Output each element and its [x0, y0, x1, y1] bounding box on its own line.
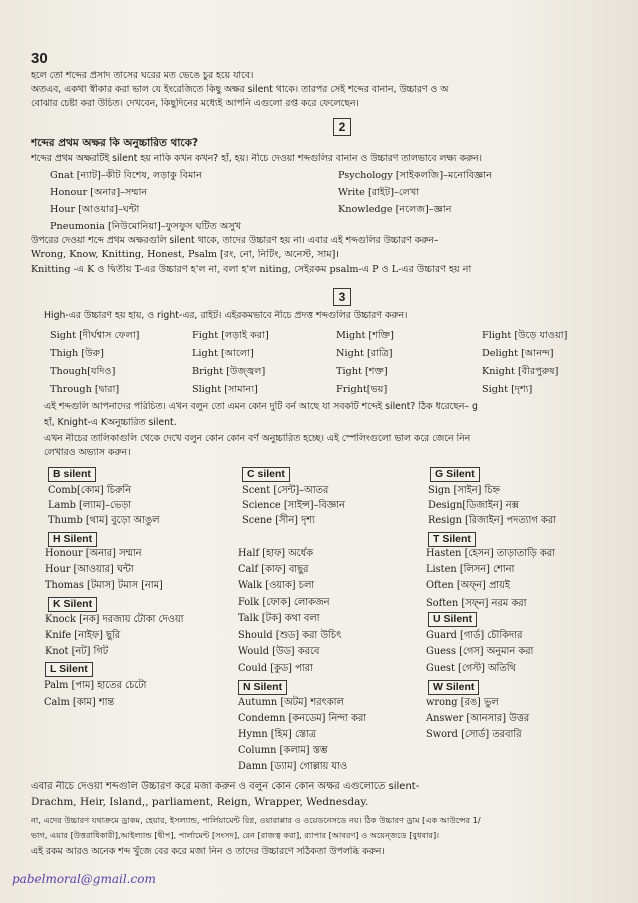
u-silent-header: U Silent [428, 612, 477, 627]
grid-word: Thigh [উরু] [50, 348, 104, 359]
list-item: Calf [কাফ] বাছুর [238, 564, 309, 575]
grid-word: Sight [দীর্ঘশ্বাস ফেলা] [50, 330, 140, 341]
list-item: Damn [ড্যাম] গোল্লায় যাও [238, 761, 348, 772]
word-entry: Honour [অনার]–সম্মান [50, 187, 148, 198]
closing-words: Drachm, Heir, Island,, parliament, Reign, Wrapper, Wednesday. [31, 796, 369, 808]
word-entry: Psychology [সাইকলজি]–মনোবিজ্ঞান [338, 170, 492, 181]
section2-note: Knitting -এ K ও দ্বিতীয় T-এর উচ্চারণ হ'ল না, বলা হ'ল niting, সেইরকম psalm-এ P ও L-এর উচ্চারণ হয় না [31, 264, 472, 275]
grid-word: Might [শক্তি] [336, 330, 394, 341]
word-entry: Pneumonia [নিউমোনিয়া]–ফুসফুস ঘটিত অসুখ [50, 221, 242, 232]
n-silent-header: N Silent [238, 680, 287, 695]
page-number: 30 [31, 50, 48, 67]
list-item: Soften [সফ্‌ন] নরম করা [426, 598, 527, 609]
grid-word: Flight [উড়ে যাওয়া] [482, 330, 568, 341]
k-silent-header: K Silent [48, 597, 97, 612]
section3-note: হাঁ, Knight-এ Kঅনুচ্চারিত silent. [44, 417, 177, 428]
list-item: Would [উড] করবে [238, 646, 320, 657]
l-silent-header: L Silent [45, 662, 93, 677]
section-number-3: 3 [333, 288, 351, 306]
section-number-2: 2 [333, 118, 351, 136]
grid-word: Through [দ্বারা] [50, 384, 120, 395]
list-item: Answer [আনসার] উত্তর [426, 713, 530, 724]
list-item: Hasten [হেসন] তাড়াতাড়ি করা [426, 548, 555, 559]
w-silent-header: W Silent [428, 680, 479, 695]
t-silent-header: T Silent [428, 532, 476, 547]
list-item: Talk [টক] কথা বলা [238, 613, 320, 624]
list-item: Palm [পাম] হাতের চেটো [44, 680, 147, 691]
footer-email: pabelmoral@gmail.com [12, 872, 156, 886]
list-item: Could [কুড] পারা [238, 663, 313, 674]
list-item: Lamb [ল্যাম]–ভেড়া [48, 500, 132, 511]
list-item: Sign [সাইন] চিহ্ন [428, 485, 500, 496]
list-item: wrong [রঙ] ভুল [426, 697, 499, 708]
grid-word: Tight [শক্ত] [336, 366, 388, 377]
closing-line: ভাগ, এয়ার [উত্তরাধিকারী],আইল্যান্ড [দ্বীপ], পার্লামেন্ট [সংসদ], রেন [রাজত্ব করা], র‍্যাপার [আবরণ] ও অয়েন্জডে [বুধবার]। [31, 830, 440, 840]
list-item: Condemn [কনডেম] নিন্দা করা [238, 713, 367, 724]
list-item: Scene [সীন] দৃশ্য [242, 515, 315, 526]
list-item: Comb[কোম] চিরুনি [48, 485, 132, 496]
section2-heading: শব্দের প্রথম অক্ষর কি অনুচ্চারিত থাকে? [31, 137, 199, 149]
grid-word: Slight [সামান্য] [192, 384, 258, 395]
word-entry: Knowledge [নলেজ]–জ্ঞান [338, 204, 452, 215]
b-silent-header: B silent [48, 467, 96, 482]
list-item: Sword [সোর্ড] তরবারি [426, 729, 522, 740]
list-item: Knife [নাইফ] ছুরি [45, 630, 121, 641]
section3-instruction: High-এর উচ্চারণ হয় হায়, ও right-এর, রাইট। এইরকমভাবে নীচে প্রদত্ত শব্দগুলির উচ্চারণ করুন। [44, 310, 408, 321]
list-item: Honour [অনার] সম্মান [45, 548, 142, 559]
grid-word: Night [রাত্রি] [336, 348, 393, 359]
list-item: Resign [রিজাইন] পদত্যাগ করা [428, 515, 556, 526]
list-item: Hymn [হিম] স্তোত্র [238, 729, 316, 740]
list-item: Column [কলাম] স্তম্ভ [238, 745, 328, 756]
grid-word: Fight [লড়াই করা] [192, 330, 269, 341]
grid-word: Delight [আনন্দ] [482, 348, 554, 359]
list-item: Listen [লিসন] শোনা [426, 564, 515, 575]
grid-word: Bright [উজ্জ্বল] [192, 366, 266, 377]
section2-note: উপরের দেওয়া শব্দে প্রথম অক্ষরগুলি silent থাকে, তাদের উচ্চারণ হয় না। এবার এই শব্দগুলির উচ্চারণ করুন– [31, 235, 439, 246]
grid-word: Fright[ভয়] [336, 384, 388, 395]
list-item: Often [অফ্‌ন] প্রায়ই [426, 580, 510, 591]
list-item: Autumn [অটম] শরৎকাল [238, 697, 344, 708]
list-item: Folk [ফোক] লোকজন [238, 597, 330, 608]
grid-word: Light [আলো] [192, 348, 254, 359]
word-entry: Write [রাইট]–লেখা [338, 187, 420, 198]
section2-note: Wrong, Know, Knitting, Honest, Psalm [রং, নো, নিটিং, অনেস্ট, সাম]। [31, 249, 339, 260]
intro-line: বোঝার চেষ্টা করা উচিত। দেখবেন, কিছুদিনের মধ্যেই আপনি এগুলো রপ্ত করে ফেলেছেন। [31, 98, 359, 109]
closing-line: এই রকম আরও অনেক শব্দ খুঁজে বের করে মজা নিন ও তাদের উচ্চারণে সঠিকতা উপলব্ধি করুন। [31, 846, 385, 857]
list-item: Thumb [থাম] বুড়ো আঙুল [48, 515, 160, 526]
intro-line: অতএব, একথা স্বীকার করা ভাল যে ইংরেজিতে কিছু অক্ষর silent থাকে। তারপর সেই শব্দের বানান, উচ্চারণ ও অ [31, 84, 449, 95]
section3-note: এই শব্দগুলি আপনাদের পরিচিত। এখন বলুন তো এমন কোন দুটি বর্ন আছে যা সবকটি শব্দেই silent? ঠিক ধরেছেন– g [44, 401, 478, 412]
list-item: Science [সাইন্স]–বিজ্ঞান [242, 500, 345, 511]
h-silent-header: H Silent [48, 532, 97, 547]
list-item: Hour [আওয়ার] ঘন্টা [45, 564, 134, 575]
word-entry: Gnat [ন্যাট]–কীট বিশেষ, লড়াকু বিমান [50, 170, 202, 181]
list-item: Calm [কাম] শান্ত [44, 697, 115, 708]
section2-instruction: শব্দের প্রথম অক্ষরটিই silent হয় নাকি কখন কখন? হাঁ, হয়। নীচে দেওয়া শব্দগুলির বানান ও উচ্চারণ তালভাবে লক্ষ্য করুন। [31, 153, 483, 164]
g-silent-header: G Silent [430, 467, 480, 482]
list-item: Half [হাফ] অর্ধেক [238, 548, 313, 559]
list-item: Guard [গার্ড] চৌকিদার [426, 630, 523, 641]
intro-line: হলে তো শব্দের প্রসাদ তাসের ঘরের মত ভেঙে চুর হয়ে যাবে। [31, 70, 254, 81]
grid-word: Knight [বীরপুরুষ] [482, 366, 559, 377]
list-item: Walk [ওয়াক] চলা [238, 580, 315, 591]
word-entry: Hour [আওয়ার]–ঘন্টা [50, 204, 140, 215]
section3-note: এখন নীচের তালিকাগুলি থেকে দেখে বলুন কোন কোন বর্ণ অনুচ্চারিত হচ্ছে। এই স্পেলিংগুলো ভাল করে জেনে নিন [44, 433, 471, 444]
list-item: Thomas [টমাস] টমাস [নাম] [45, 580, 163, 591]
closing-line: না, এদের উচ্চারণ যথাক্রমে ড্রাকম, হেয়ার, ইসল্যান্ড, পার্লিয়ামেন্ট রিগ্ন, ওয়ারাপ্পার ও ওয়েডনেসডে নয়। ঠিক উচ্চারণ ড্রাম [এক আউন্সের 1/ [31, 815, 481, 825]
c-silent-header: C silent [242, 467, 290, 482]
grid-word: Though[যদিও] [50, 366, 116, 377]
grid-word: Sight [দৃশ্য] [482, 384, 533, 395]
list-item: Design[ডিজাইন] নক্স [428, 500, 519, 511]
list-item: Scent [সেন্ট]–আতর [242, 485, 329, 496]
section3-note: লেখারও অভ্যাস করুন। [44, 447, 131, 458]
list-item: Knock [নক] দরজায় টোকা দেওয়া [45, 614, 184, 625]
list-item: Guest [গেস্ট] অতিথি [426, 663, 516, 674]
closing-line: এবার নীচে দেওয়া শব্দগুলি উচ্চারণ করে মজা করুন ও বলুন কোন কোন অক্ষর এগুলোতে silent- [31, 781, 420, 792]
list-item: Should [শুড] করা উচিৎ [238, 630, 342, 641]
list-item: Guess [গেস] অনুমান করা [426, 646, 534, 657]
list-item: Knot [নট] গিট [45, 646, 109, 657]
